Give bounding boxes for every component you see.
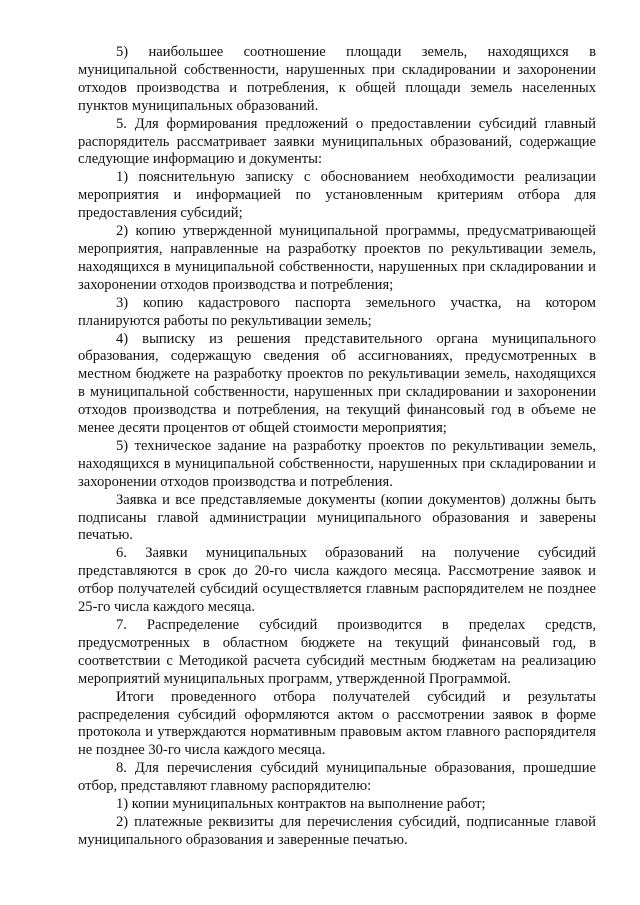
paragraph: 5) наибольшее соотношение площади земель, находящихся в муниципальной собственности, нарушенных при складировании и захоронении отходов производства и потребления, к общей площади земель населенных пунктов муниципальных образований. (78, 44, 596, 114)
paragraph: 4) выписку из решения представительного органа муниципального образования, содержащую сведения об ассигнованиях, предусмотренных в местном бюджете на разработку проектов по рекультивации земель, находящихся в муниципальной собственности, нарушенных при складировании и захоронении отходов производства и потребления, на текущий финансовый год в объеме не менее десяти процентов от общей стоимости мероприятия; (78, 330, 596, 437)
document-page (78, 44, 596, 850)
paragraph: 5) техническое задание на разработку проектов по рекультивации земель, находящихся в муниципальной собственности, нарушенных при складировании и захоронении отходов производства и потребления. (78, 437, 596, 490)
paragraph: 6. Заявки муниципальных образований на получение субсидий представляются в срок до 20-го числа каждого месяца. Рассмотрение заявок и отбор получателей субсидий осуществляется главным распорядителем не позднее 25-го числа каждого месяца. (78, 545, 596, 616)
paragraph: 1) пояснительную записку с обоснованием необходимости реализации мероприятия и информацией по установленным критериям отбора для предоставления субсидий; (78, 169, 596, 222)
paragraph: Итоги проведенного отбора получателей субсидий и результаты распределения субсидий оформляются актом о рассмотрении заявок в форме протокола и утверждаются нормативным правовым актом главного распорядителя не позднее 30-го числа каждого месяца. (78, 688, 596, 759)
paragraph: 5. Для формирования предложений о предоставлении субсидий главный распорядитель рассматривает заявки муниципальных образований, содержащие следующие информацию и документы: (78, 115, 596, 168)
paragraph: Заявка и все представляемые документы (копии документов) должны быть подписаны главой администрации муниципального образования и заверены печатью. (78, 491, 596, 544)
paragraph: 2) платежные реквизиты для перечисления субсидий, подписанные главой муниципального образования и заверенные печатью. (78, 813, 596, 848)
paragraph: 1) копии муниципальных контрактов на выполнение работ; (116, 796, 486, 813)
paragraph: 8. Для перечисления субсидий муниципальные образования, прошедшие отбор, представляют главному распорядителю: (78, 760, 596, 795)
paragraph: 2) копию утвержденной муниципальной программы, предусматривающей мероприятия, направленные на разработку проектов по рекультивации земель, находящихся в муниципальной собственности, нарушенных при складировании и захоронении отходов производства и потребления; (78, 223, 596, 293)
paragraph: 3) копию кадастрового паспорта земельного участка, на котором планируются работы по рекультивации земель; (78, 294, 596, 329)
paragraph: 7. Распределение субсидий производится в пределах средств, предусмотренных в областном бюджете на текущий финансовый год, в соответствии с Методикой расчета субсидий местным бюджетам на реализацию мероприятий муниципальных программ, утвержденной Программой. (78, 617, 596, 687)
